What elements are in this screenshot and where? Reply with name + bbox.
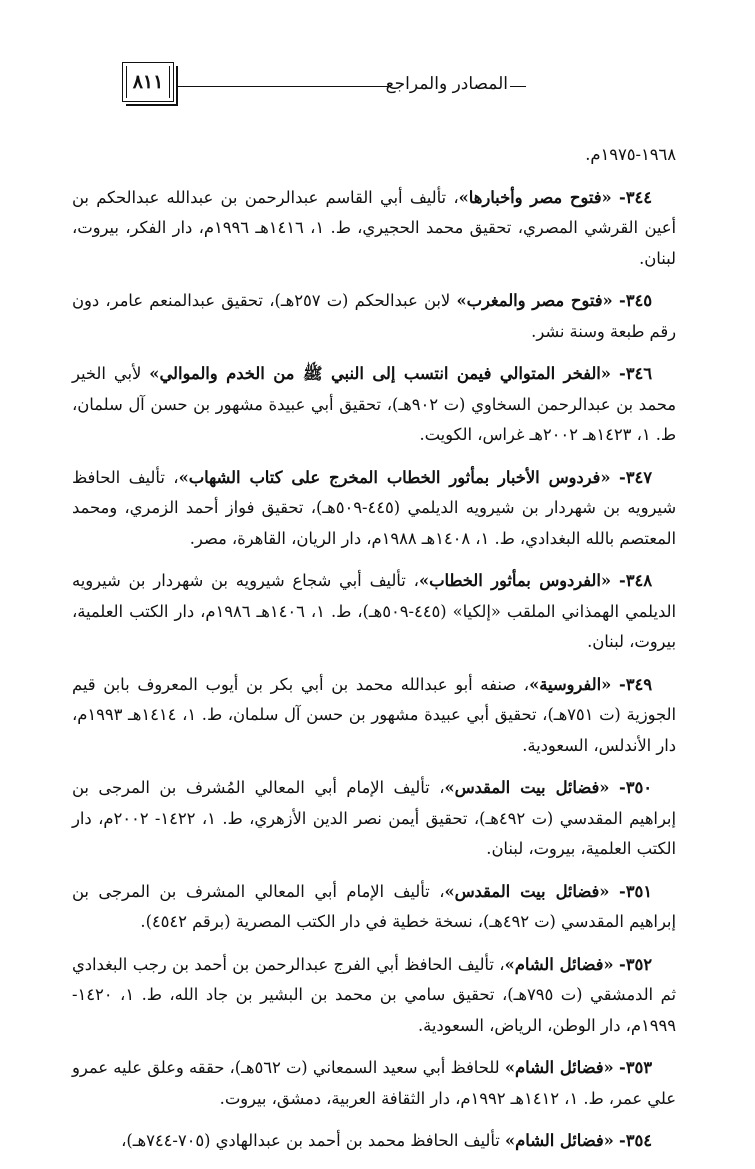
entry-text: لابن عبدالحكم (ت ٢٥٧هـ)، تحقيق عبدالمنعم عامر، دون رقم طبعة وسنة نشر. bbox=[72, 291, 676, 341]
entry-text: ، تأليف الحافظ شيرويه بن شهردار بن شيرويه الديلمي (٤٤٥-٥٠٩هـ)، تحقيق فواز أحمد الزمري، ومحمد المعتصم بالله البغدادي، ط. ١، ١٤٠٨هـ ١٩٨٨م، دار الريان، القاهرة، مصر. bbox=[72, 467, 676, 548]
entry-number: ٣٥٣- bbox=[618, 1058, 652, 1077]
bibliography-entry bbox=[72, 463, 676, 555]
bibliography-entry bbox=[72, 286, 676, 347]
bibliography-entry bbox=[72, 359, 676, 451]
running-header-title: المصادر والمراجع bbox=[385, 74, 508, 94]
bibliography-entry bbox=[72, 1126, 676, 1157]
bibliography-entry bbox=[72, 670, 676, 762]
entry-number: ٣٤٧- bbox=[618, 467, 652, 487]
entry-title: «الفخر المتوالي فيمن انتسب إلى النبي ﷺ من الخدم والموالي» bbox=[149, 364, 611, 383]
entry-number: ٣٥١- bbox=[618, 881, 652, 901]
entry-text: ، تأليف أبي القاسم عبدالرحمن بن عبدالله عبدالحكم بن أعين القرشي المصري، تحقيق محمد الحجيري، ط. ١، ١٤١٦هـ ١٩٩٦م، دار الفكر، بيروت، لبنان. bbox=[72, 187, 676, 268]
bibliography-entry bbox=[72, 950, 676, 1042]
entry-title: «فضائل بيت المقدس» bbox=[444, 778, 610, 797]
bibliography-entry bbox=[72, 773, 676, 865]
entry-title: «فضائل بيت المقدس» bbox=[444, 881, 610, 901]
entry-text: ، تأليف الإمام أبي المعالي المُشرف بن المرجى بن إبراهيم المقدسي (ت ٤٩٢هـ)، تحقيق أيمن نصر الدين الأزهري، ط. ١، ١٤٢٢- ٢٠٠٢م، دار الكتب العلمية، بيروت، لبنان. bbox=[72, 778, 676, 858]
continuation-text: ١٩٦٨-١٩٧٥م. bbox=[585, 145, 676, 164]
bibliography-entry bbox=[72, 566, 676, 658]
entry-text: ، صنفه أبو عبدالله محمد بن أبي بكر بن أيوب المعروف بابن قيم الجوزية (ت ٧٥١هـ)، تحقيق أبي عبيدة مشهور بن حسن آل سلمان، ط. ١، ١٤١٤هـ ١٩٩٣م، دار الأندلس، السعودية. bbox=[72, 674, 677, 755]
entry-number: ٣٤٥- bbox=[618, 291, 652, 310]
entry-title: «فضائل الشام» bbox=[504, 1058, 614, 1077]
entry-text: ، تأليف أبي شجاع شيرويه بن شهردار بن شيرويه الديلمي الهمذاني الملقب «إلكيا» (٤٤٥-٥٠٩هـ)، ط. ١، ١٤٠٦هـ ١٩٨٦م، دار الكتب العلمية، بيروت، لبنان. bbox=[72, 571, 677, 651]
entry-number: ٣٥٠- bbox=[618, 778, 652, 797]
entry-title: «فردوس الأخبار بمأثور الخطاب المخرج على كتاب الشهاب» bbox=[178, 467, 611, 487]
bibliography-entry bbox=[72, 1053, 676, 1114]
entry-title: «فتوح مصر والمغرب» bbox=[456, 291, 613, 310]
header-rule-right bbox=[510, 86, 526, 87]
entries-container bbox=[72, 183, 676, 1157]
entry-title: «فضائل الشام» bbox=[504, 954, 614, 974]
entry-text: لأبي الخير محمد بن عبدالرحمن السخاوي (ت ٩٠٢هـ)، تحقيق أبي عبيدة مشهور بن حسن آل سلمان، ط. ١، ١٤٢٣هـ ٢٠٠٢هـ غراس، الكويت. bbox=[72, 364, 676, 444]
entry-title: «فتوح مصر وأخبارها» bbox=[458, 187, 612, 207]
entry-title: «فضائل الشام» bbox=[505, 1131, 614, 1150]
entry-title: «الفروسية» bbox=[529, 674, 612, 694]
bibliography-entry bbox=[72, 183, 676, 275]
entry-number: ٣٤٩- bbox=[618, 674, 652, 694]
entry-text: تأليف الحافظ محمد بن أحمد بن عبدالهادي (٧٠٥-٧٤٤هـ)، bbox=[121, 1131, 505, 1150]
entry-number: ٣٤٦- bbox=[618, 364, 652, 383]
page-number: ٨١١ bbox=[132, 71, 164, 93]
entry-number: ٣٥٢- bbox=[618, 954, 652, 974]
entry-text: ، تأليف الإمام أبي المعالي المشرف بن المرجى بن إبراهيم المقدسي (ت ٤٩٢هـ)، نسخة خطية في دار الكتب المصرية (برقم ٤٥٤٢). bbox=[72, 881, 676, 931]
header-rule-left bbox=[178, 86, 388, 87]
running-header bbox=[70, 62, 678, 108]
entry-text: ، تأليف الحافظ أبي الفرج عبدالرحمن بن أحمد بن رجب البغدادي ثم الدمشقي (ت ٧٩٥هـ)، تحقيق سامي بن محمد بن البشير بن جاد الله، ط. ١، ١٤٢٠- ١٩٩٩م، دار الوطن، الرياض، السعودية. bbox=[72, 954, 676, 1035]
entry-text: للحافظ أبي سعيد السمعاني (ت ٥٦٢هـ)، حققه وعلق عليه عمرو علي عمر، ط. ١، ١٤١٢هـ ١٩٩٢م، دار الثقافة العربية، دمشق، بيروت. bbox=[72, 1058, 676, 1108]
page-number-box bbox=[122, 62, 174, 102]
entry-title: «الفردوس بمأثور الخطاب» bbox=[418, 571, 612, 590]
entry-number: ٣٥٤- bbox=[618, 1131, 652, 1150]
bibliography-list bbox=[72, 140, 676, 1169]
entry-number: ٣٤٤- bbox=[618, 187, 652, 207]
bibliography-entry bbox=[72, 877, 676, 938]
entry-number: ٣٤٨- bbox=[618, 571, 652, 590]
